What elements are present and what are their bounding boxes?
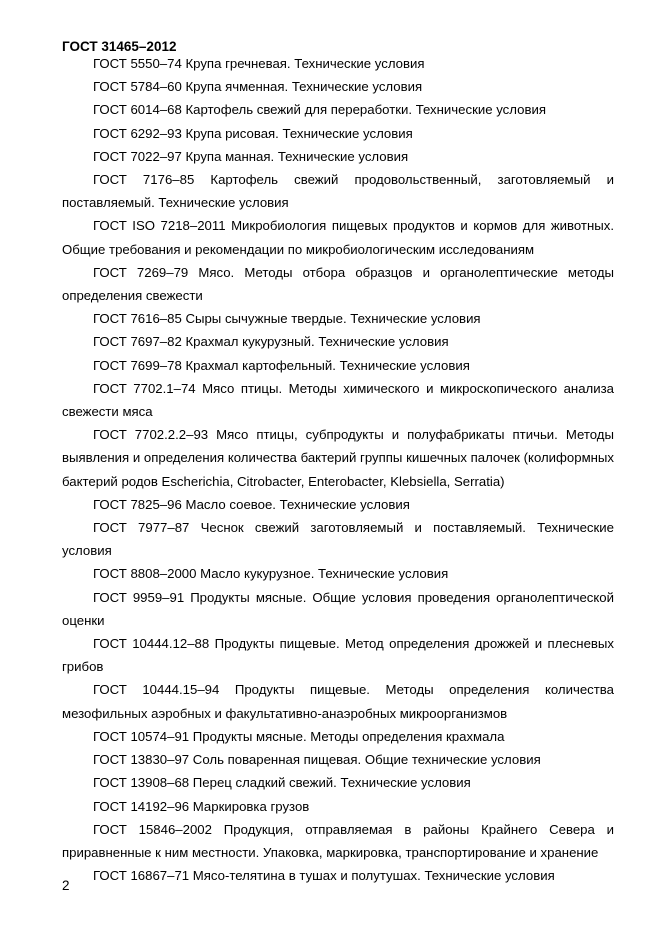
reference-item: ГОСТ 15846–2002 Продукция, отправляемая в районы Крайнего Севера и приравненные к ним местности. Упаковка, маркировка, транспортирование и хранение xyxy=(62,821,614,860)
reference-item: ГОСТ 8808–2000 Масло кукурузное. Технические условия xyxy=(93,566,449,582)
reference-item: ГОСТ 14192–96 Маркировка грузов xyxy=(93,798,310,814)
reference-item: ГОСТ 5784–60 Крупа ячменная. Технические условия xyxy=(93,79,423,95)
reference-item: ГОСТ 6292–93 Крупа рисовая. Технические условия xyxy=(93,125,413,141)
reference-item: ГОСТ 10444.12–88 Продукты пищевые. Метод определения дрожжей и плесневых грибов xyxy=(62,636,614,675)
reference-item: ГОСТ 7176–85 Картофель свежий продовольственный, заготовляемый и поставляемый. Технические условия xyxy=(62,172,614,211)
normative-references-list xyxy=(62,52,614,887)
reference-item: ГОСТ 10574–91 Продукты мясные. Методы определения крахмала xyxy=(93,728,505,744)
reference-item: ГОСТ 13908–68 Перец сладкий свежий. Технические условия xyxy=(93,775,471,791)
reference-item: ГОСТ 9959–91 Продукты мясные. Общие условия проведения органолептической оценки xyxy=(62,589,614,628)
reference-item: ГОСТ 7022–97 Крупа манная. Технические условия xyxy=(93,148,409,164)
reference-item: ГОСТ 7616–85 Сыры сычужные твердые. Технические условия xyxy=(93,311,481,327)
page-number: 2 xyxy=(62,878,70,893)
reference-item: ГОСТ 5550–74 Крупа гречневая. Технические условия xyxy=(93,56,425,71)
reference-item: ГОСТ 7825–96 Масло соевое. Технические условия xyxy=(93,496,410,512)
reference-item: ГОСТ 7697–82 Крахмал кукурузный. Технические условия xyxy=(93,334,449,350)
reference-item: ГОСТ 16867–71 Мясо-телятина в тушах и полутушах. Технические условия xyxy=(93,868,555,884)
reference-item: ГОСТ 10444.15–94 Продукты пищевые. Методы определения количества мезофильных аэробных и факультативно-анаэробных микроорганизмов xyxy=(62,682,614,721)
document-header: ГОСТ 31465–2012 xyxy=(62,39,177,54)
reference-item: ГОСТ 7702.1–74 Мясо птицы. Методы химического и микроскопического анализа свежести мяса xyxy=(62,380,614,420)
reference-item: ГОСТ 13830–97 Соль поваренная пищевая. Общие технические условия xyxy=(93,752,541,768)
reference-item: ГОСТ 7977–87 Чеснок свежий заготовляемый и поставляемый. Технические условия xyxy=(62,520,614,559)
reference-item: ГОСТ 7699–78 Крахмал картофельный. Технические условия xyxy=(93,357,470,373)
reference-item: ГОСТ 6014–68 Картофель свежий для переработки. Технические условия xyxy=(93,102,546,118)
reference-item: ГОСТ 7702.2.2–93 Мясо птицы, субпродукты и полуфабрикаты птичьи. Методы выявления и определения количества бактерий группы кишечных палочек (колиформных бактерий родов Escherichia, Citrobacter, Enterobacter, Klebsiella, Serratia) xyxy=(62,427,614,489)
reference-item: ГОСТ ISO 7218–2011 Микробиология пищевых продуктов и кормов для животных. Общие требования и рекомендации по микробиологическим исследованиям xyxy=(62,218,614,257)
reference-item: ГОСТ 7269–79 Мясо. Методы отбора образцов и органолептические методы определения свежести xyxy=(62,264,614,304)
